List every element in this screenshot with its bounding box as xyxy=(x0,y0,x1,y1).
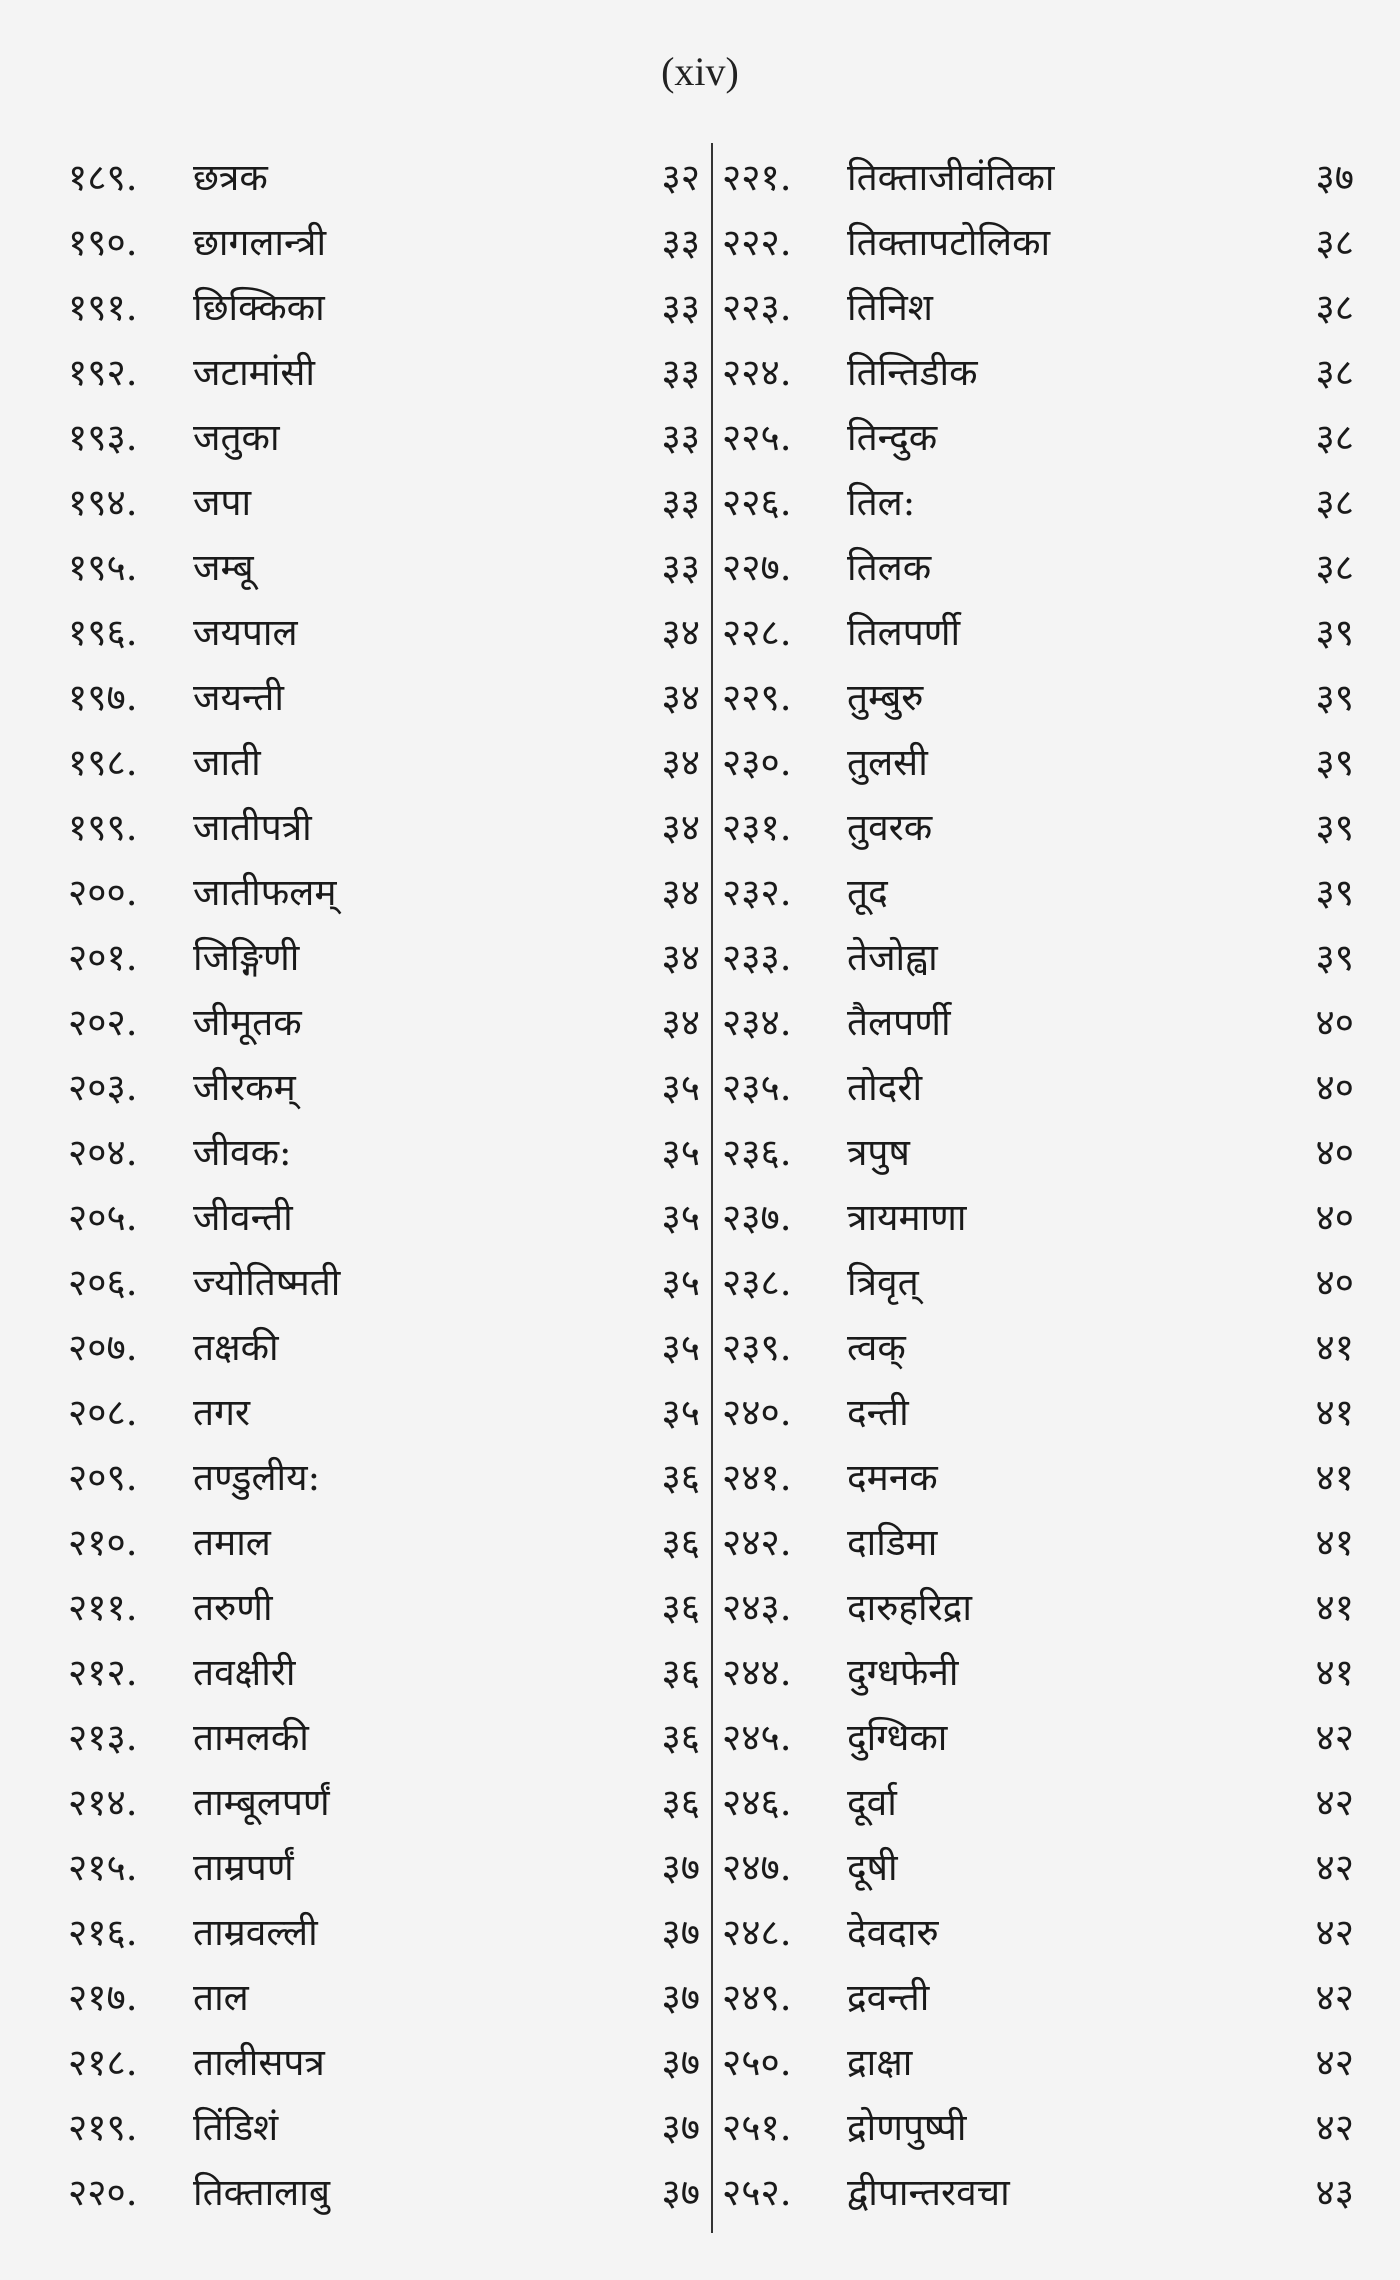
entry-page-number: ४१ xyxy=(1315,1521,1354,1564)
entry-number: २४२. xyxy=(722,1521,792,1564)
index-entry xyxy=(722,275,1354,340)
index-entry xyxy=(68,275,700,340)
entry-page-number: ३४ xyxy=(661,741,700,784)
entry-name: तिक्ताजीवंतिका xyxy=(847,156,1055,199)
entry-page-number: ३६ xyxy=(661,1781,700,1824)
entry-page-number: ३९ xyxy=(1315,741,1354,784)
entry-number: २३५. xyxy=(722,1066,792,1109)
entry-page-number: ३६ xyxy=(661,1586,700,1629)
entry-name: जाती xyxy=(193,741,261,784)
entry-name: छिक्किका xyxy=(193,286,325,329)
index-entry xyxy=(68,1900,700,1965)
index-entry xyxy=(68,1575,700,1640)
entry-number: २४०. xyxy=(722,1391,792,1434)
index-entry xyxy=(68,1120,700,1185)
index-entry xyxy=(68,600,700,665)
entry-name: देवदारु xyxy=(847,1911,939,1954)
index-entry xyxy=(68,2095,700,2160)
entry-number: २३६. xyxy=(722,1131,792,1174)
entry-name: तूद xyxy=(847,871,888,914)
entry-page-number: ३७ xyxy=(661,1976,700,2019)
entry-name: तुम्बुरु xyxy=(847,676,924,719)
entry-name: तक्षकी xyxy=(193,1326,279,1369)
entry-name: दुग्धिका xyxy=(847,1716,948,1759)
entry-number: १९५. xyxy=(68,546,138,589)
entry-number: २४७. xyxy=(722,1846,792,1889)
entry-number: १९८. xyxy=(68,741,138,784)
entry-number: २३१. xyxy=(722,806,792,849)
entry-name: ताम्बूलपर्णं xyxy=(193,1781,330,1824)
index-entry xyxy=(722,665,1354,730)
entry-name: जीवक: xyxy=(193,1131,292,1174)
entry-number: २१५. xyxy=(68,1846,138,1889)
entry-name: दमनक xyxy=(847,1456,938,1499)
entry-name: जीरकम् xyxy=(193,1066,296,1109)
entry-name: द्राक्षा xyxy=(847,2041,913,2084)
entry-name: त्रिवृत् xyxy=(847,1261,919,1304)
entry-number: २४९. xyxy=(722,1976,792,2019)
entry-page-number: ३७ xyxy=(661,2171,700,2214)
index-entry xyxy=(722,1575,1354,1640)
entry-page-number: ३५ xyxy=(661,1391,700,1434)
index-entry xyxy=(722,1965,1354,2030)
entry-page-number: ३३ xyxy=(661,286,700,329)
entry-name: छत्रक xyxy=(193,156,268,199)
column-divider xyxy=(711,143,713,2233)
entry-page-number: ३९ xyxy=(1315,936,1354,979)
entry-number: १८९. xyxy=(68,156,138,199)
entry-name: तमाल xyxy=(193,1521,271,1564)
index-entry xyxy=(68,405,700,470)
index-entry xyxy=(68,210,700,275)
entry-number: २००. xyxy=(68,871,138,914)
index-entry xyxy=(722,860,1354,925)
entry-name: जम्बू xyxy=(193,546,254,589)
entry-page-number: ३५ xyxy=(661,1196,700,1239)
index-entry xyxy=(722,2095,1354,2160)
entry-page-number: ३४ xyxy=(661,1001,700,1044)
entry-page-number: ३७ xyxy=(661,2106,700,2149)
entry-page-number: ४२ xyxy=(1315,1781,1354,1824)
entry-page-number: ४२ xyxy=(1315,1911,1354,1954)
entry-page-number: ४२ xyxy=(1315,2041,1354,2084)
entry-name: दन्ती xyxy=(847,1391,909,1434)
entry-page-number: ४२ xyxy=(1315,1846,1354,1889)
entry-page-number: ३५ xyxy=(661,1261,700,1304)
entry-number: २३३. xyxy=(722,936,792,979)
entry-name: ज्योतिष्मती xyxy=(193,1261,341,1304)
entry-page-number: ४१ xyxy=(1315,1456,1354,1499)
entry-number: २१२. xyxy=(68,1651,138,1694)
entry-number: २३२. xyxy=(722,871,792,914)
entry-number: २३४. xyxy=(722,1001,792,1044)
entry-name: द्रोणपुष्पी xyxy=(847,2106,967,2149)
entry-name: तिंडिशं xyxy=(193,2106,279,2149)
index-entry xyxy=(722,145,1354,210)
entry-number: २४८. xyxy=(722,1911,792,1954)
entry-name: तालीसपत्र xyxy=(193,2041,325,2084)
entry-name: त्रायमाणा xyxy=(847,1196,967,1239)
index-entry xyxy=(722,210,1354,275)
index-entry xyxy=(68,470,700,535)
entry-number: २०५. xyxy=(68,1196,138,1239)
entry-number: २२३. xyxy=(722,286,792,329)
entry-number: २५१. xyxy=(722,2106,792,2149)
entry-name: तुवरक xyxy=(847,806,933,849)
index-entry xyxy=(722,1315,1354,1380)
index-entry xyxy=(68,1835,700,1900)
entry-number: २०४. xyxy=(68,1131,138,1174)
entry-page-number: ३३ xyxy=(661,481,700,524)
index-entry xyxy=(722,1055,1354,1120)
entry-page-number: ३९ xyxy=(1315,871,1354,914)
entry-page-number: ३८ xyxy=(1315,221,1354,264)
entry-page-number: ४१ xyxy=(1315,1586,1354,1629)
index-entry xyxy=(68,2030,700,2095)
entry-page-number: ३५ xyxy=(661,1326,700,1369)
entry-number: २२१. xyxy=(722,156,792,199)
entry-name: दाडिमा xyxy=(847,1521,938,1564)
entry-page-number: ४२ xyxy=(1315,1716,1354,1759)
entry-number: १९३. xyxy=(68,416,138,459)
entry-page-number: ४० xyxy=(1315,1001,1354,1044)
entry-number: २३७. xyxy=(722,1196,792,1239)
entry-number: २३८. xyxy=(722,1261,792,1304)
entry-name: दूषी xyxy=(847,1846,898,1889)
entry-name: जयन्ती xyxy=(193,676,284,719)
entry-page-number: ३३ xyxy=(661,416,700,459)
index-entry xyxy=(722,1185,1354,1250)
entry-page-number: ३७ xyxy=(661,1911,700,1954)
entry-number: २०३. xyxy=(68,1066,138,1109)
page-number: (xiv) xyxy=(661,49,739,94)
entry-name: जयपाल xyxy=(193,611,298,654)
entry-page-number: ४१ xyxy=(1315,1326,1354,1369)
entry-name: जीवन्ती xyxy=(193,1196,293,1239)
entry-page-number: ४१ xyxy=(1315,1391,1354,1434)
index-entry xyxy=(68,1445,700,1510)
entry-page-number: ३४ xyxy=(661,936,700,979)
entry-name: तेजोह्वा xyxy=(847,936,938,979)
entry-number: २३०. xyxy=(722,741,792,784)
index-entry xyxy=(722,1445,1354,1510)
index-entry xyxy=(68,1185,700,1250)
index-entry xyxy=(722,1770,1354,1835)
entry-page-number: ३३ xyxy=(661,221,700,264)
index-entry xyxy=(722,600,1354,665)
index-entry xyxy=(722,2030,1354,2095)
entry-number: २३९. xyxy=(722,1326,792,1369)
index-entry xyxy=(722,1900,1354,1965)
index-entry xyxy=(722,2160,1354,2225)
entry-number: २०९. xyxy=(68,1456,138,1499)
entry-page-number: ३७ xyxy=(1315,156,1354,199)
entry-number: १९२. xyxy=(68,351,138,394)
entry-number: २४३. xyxy=(722,1586,792,1629)
entry-number: २५०. xyxy=(722,2041,792,2084)
entry-name: दुग्धफेनी xyxy=(847,1651,959,1694)
entry-page-number: ३४ xyxy=(661,611,700,654)
index-entry xyxy=(722,730,1354,795)
entry-page-number: ३५ xyxy=(661,1066,700,1109)
entry-number: २५२. xyxy=(722,2171,792,2214)
index-entry xyxy=(722,1705,1354,1770)
entry-page-number: ३५ xyxy=(661,1131,700,1174)
entry-name: जपा xyxy=(193,481,252,524)
entry-number: २२८. xyxy=(722,611,792,654)
entry-number: २२६. xyxy=(722,481,792,524)
entry-number: १९६. xyxy=(68,611,138,654)
entry-number: २१०. xyxy=(68,1521,138,1564)
entry-page-number: ४२ xyxy=(1315,1976,1354,2019)
entry-number: २१९. xyxy=(68,2106,138,2149)
index-entry xyxy=(722,1640,1354,1705)
index-entry xyxy=(722,990,1354,1055)
index-entry xyxy=(68,1705,700,1770)
entry-name: ताल xyxy=(193,1976,249,2019)
entry-page-number: ४० xyxy=(1315,1261,1354,1304)
index-entry xyxy=(68,1640,700,1705)
entry-number: २२०. xyxy=(68,2171,138,2214)
entry-name: दूर्वा xyxy=(847,1781,897,1824)
entry-number: २१७. xyxy=(68,1976,138,2019)
entry-name: ताम्रवल्ली xyxy=(193,1911,318,1954)
entry-name: तिन्दुक xyxy=(847,416,938,459)
entry-name: तवक्षीरी xyxy=(193,1651,296,1694)
entry-number: २०२. xyxy=(68,1001,138,1044)
index-entry xyxy=(68,990,700,1055)
index-entry xyxy=(68,665,700,730)
entry-name: जिङ्गिणी xyxy=(193,936,300,979)
entry-name: तिक्तालाबु xyxy=(193,2171,330,2214)
index-entry xyxy=(68,1965,700,2030)
index-entry xyxy=(722,925,1354,990)
entry-page-number: ३७ xyxy=(661,1846,700,1889)
index-entry xyxy=(68,1315,700,1380)
index-entry xyxy=(68,925,700,990)
entry-name: तिल: xyxy=(847,481,916,524)
index-entry xyxy=(68,860,700,925)
entry-page-number: ४० xyxy=(1315,1131,1354,1174)
entry-number: २०७. xyxy=(68,1326,138,1369)
entry-page-number: ३९ xyxy=(1315,806,1354,849)
index-entry xyxy=(722,1120,1354,1185)
index-entry xyxy=(68,2160,700,2225)
entry-number: २४५. xyxy=(722,1716,792,1759)
entry-page-number: ३४ xyxy=(661,871,700,914)
entry-page-number: ४१ xyxy=(1315,1651,1354,1694)
index-entry xyxy=(68,145,700,210)
entry-name: तोदरी xyxy=(847,1066,923,1109)
entry-page-number: ३८ xyxy=(1315,286,1354,329)
entry-page-number: ३२ xyxy=(661,156,700,199)
entry-number: २१८. xyxy=(68,2041,138,2084)
entry-name: तिनिश xyxy=(847,286,933,329)
entry-name: तामलकी xyxy=(193,1716,309,1759)
index-entry xyxy=(722,1250,1354,1315)
index-entry xyxy=(722,1835,1354,1900)
entry-page-number: ३६ xyxy=(661,1651,700,1694)
index-entry xyxy=(722,470,1354,535)
index-entry xyxy=(68,1380,700,1445)
entry-page-number: ३९ xyxy=(1315,676,1354,719)
entry-page-number: ४० xyxy=(1315,1066,1354,1109)
entry-number: २११. xyxy=(68,1586,138,1629)
entry-number: २१३. xyxy=(68,1716,138,1759)
entry-page-number: ३६ xyxy=(661,1716,700,1759)
entry-page-number: ४२ xyxy=(1315,2106,1354,2149)
index-entry xyxy=(722,1510,1354,1575)
index-entry xyxy=(68,795,700,860)
entry-name: तगर xyxy=(193,1391,251,1434)
index-entry xyxy=(68,340,700,405)
entry-number: २०६. xyxy=(68,1261,138,1304)
entry-number: १९०. xyxy=(68,221,138,264)
entry-name: तिक्तापटोलिका xyxy=(847,221,1051,264)
entry-name: तैलपर्णी xyxy=(847,1001,951,1044)
entry-number: २२२. xyxy=(722,221,792,264)
index-entry xyxy=(722,1380,1354,1445)
entry-number: २४६. xyxy=(722,1781,792,1824)
entry-page-number: ३६ xyxy=(661,1521,700,1564)
entry-name: तिलपर्णी xyxy=(847,611,961,654)
entry-page-number: ३७ xyxy=(661,2041,700,2084)
entry-page-number: ४३ xyxy=(1315,2171,1354,2214)
entry-number: २४१. xyxy=(722,1456,792,1499)
entry-name: छागलान्त्री xyxy=(193,221,327,264)
entry-page-number: ३४ xyxy=(661,806,700,849)
index-entry xyxy=(68,535,700,600)
entry-number: २०१. xyxy=(68,936,138,979)
index-entry xyxy=(68,1510,700,1575)
entry-number: १९९. xyxy=(68,806,138,849)
index-entry xyxy=(722,340,1354,405)
entry-name: दारुहरिद्रा xyxy=(847,1586,972,1629)
entry-name: जातीफलम् xyxy=(193,871,337,914)
index-entry xyxy=(68,1770,700,1835)
entry-page-number: ४० xyxy=(1315,1196,1354,1239)
entry-name: तण्डुलीय: xyxy=(193,1456,321,1499)
index-entry xyxy=(68,1250,700,1315)
entry-page-number: ३४ xyxy=(661,676,700,719)
entry-name: जटामांसी xyxy=(193,351,315,394)
index-entry xyxy=(722,795,1354,860)
entry-name: जातीपत्री xyxy=(193,806,312,849)
entry-name: जतुका xyxy=(193,416,280,459)
entry-page-number: ३८ xyxy=(1315,351,1354,394)
index-entry xyxy=(722,405,1354,470)
index-entry xyxy=(68,1055,700,1120)
entry-page-number: ३८ xyxy=(1315,546,1354,589)
entry-number: २२९. xyxy=(722,676,792,719)
entry-name: तरुणी xyxy=(193,1586,273,1629)
entry-page-number: ३६ xyxy=(661,1456,700,1499)
entry-number: १९४. xyxy=(68,481,138,524)
index-entry xyxy=(68,730,700,795)
entry-number: २१६. xyxy=(68,1911,138,1954)
entry-name: त्रपुष xyxy=(847,1131,910,1174)
entry-page-number: ३८ xyxy=(1315,416,1354,459)
entry-name: द्वीपान्तरवचा xyxy=(847,2171,1010,2214)
entry-name: तिलक xyxy=(847,546,932,589)
entry-name: ताम्रपर्णं xyxy=(193,1846,294,1889)
entry-name: जीमूतक xyxy=(193,1001,302,1044)
entry-number: १९७. xyxy=(68,676,138,719)
entry-name: तुलसी xyxy=(847,741,928,784)
entry-name: त्वक् xyxy=(847,1326,906,1369)
entry-name: द्रवन्ती xyxy=(847,1976,930,2019)
entry-page-number: ३३ xyxy=(661,546,700,589)
entry-number: १९१. xyxy=(68,286,138,329)
entry-number: २०८. xyxy=(68,1391,138,1434)
entry-number: २२५. xyxy=(722,416,792,459)
index-column-right xyxy=(722,145,1354,2225)
index-column-left xyxy=(68,145,700,2225)
index-entry xyxy=(722,535,1354,600)
entry-page-number: ३८ xyxy=(1315,481,1354,524)
entry-number: २२४. xyxy=(722,351,792,394)
entry-number: २२७. xyxy=(722,546,792,589)
entry-number: २१४. xyxy=(68,1781,138,1824)
entry-page-number: ३३ xyxy=(661,351,700,394)
entry-page-number: ३९ xyxy=(1315,611,1354,654)
entry-name: तिन्तिडीक xyxy=(847,351,978,394)
entry-number: २४४. xyxy=(722,1651,792,1694)
